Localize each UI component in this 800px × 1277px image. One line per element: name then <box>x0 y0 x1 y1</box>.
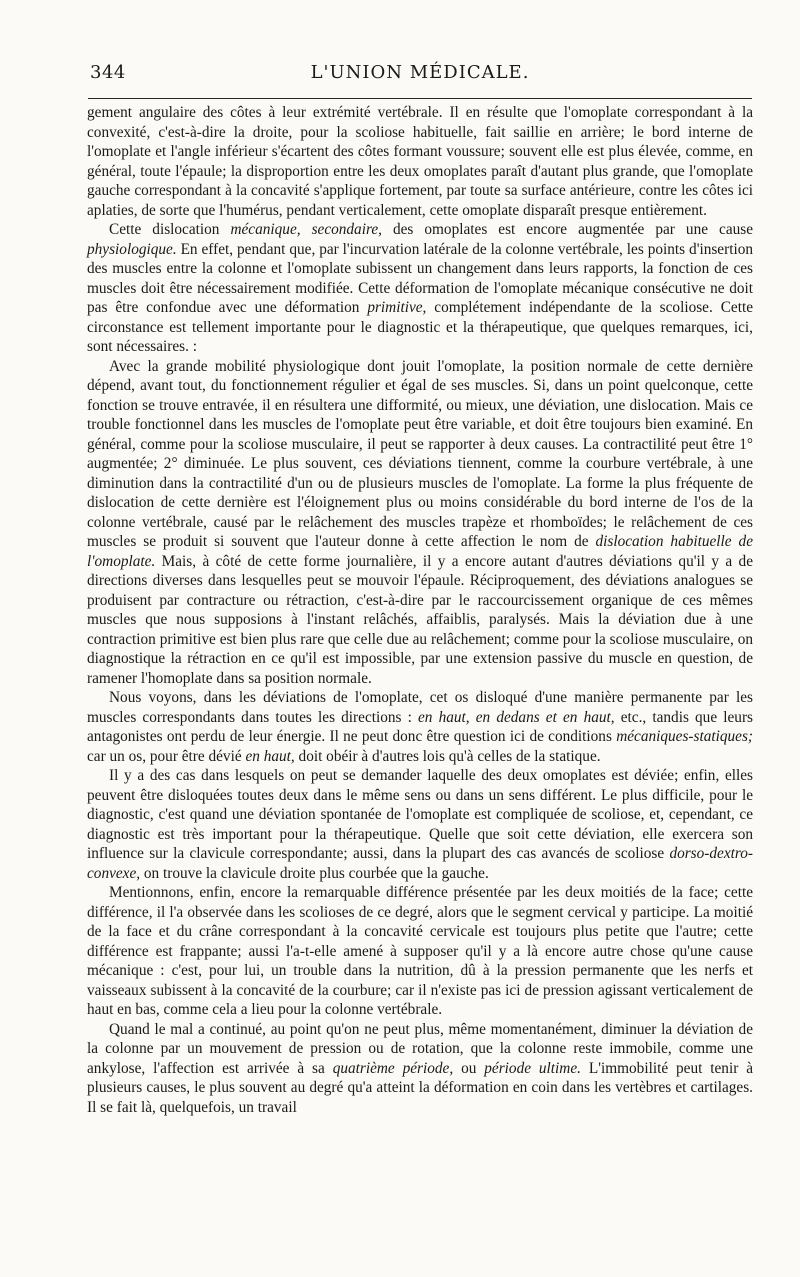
italic-run: quatrième période, <box>332 1059 454 1077</box>
paragraph <box>87 220 753 357</box>
italic-run: dislocation habituelle de l'omoplate. <box>87 533 753 570</box>
header-rule <box>88 98 752 99</box>
text-run: car un os, pour être dévié <box>87 747 246 765</box>
italic-run: physiologique. <box>87 240 177 258</box>
paragraph <box>87 688 753 766</box>
paragraph <box>87 883 753 1020</box>
paragraph <box>87 1020 753 1118</box>
text-run: gement angulaire des côtes à leur extrémité vertébrale. Il en résulte que l'omoplate correspondant à la convexité, c'est-à-dire la droite, pour la scoliose habituelle, fait saillie en arrière; le bord interne de l'omoplate et l'angle inférieur s'écartent des côtes formant voussure; souvent elle est plus élevée, comme, en général, toute l'épaule; la disproportion entre les deux omoplates paraît d'autant plus grande, que l'omoplate gauche correspondant à la concavité s'applique fortement, par toute sa surface antérieure, contre les côtes ici aplaties, de sorte que l'humérus, pendant verticalement, cette omoplate disparaît presque entièrement. <box>87 104 753 219</box>
italic-run: période ultime. <box>484 1059 581 1077</box>
text-run: En effet, pendant que, par l'incurvation latérale de la colonne vertébrale, les points d'insertion des muscles entre la colonne et l'omoplate subissent un changement dans leurs rapports, la fonction de ces muscles doit être nécessairement modifiée. Cette déformation de l'omoplate mécanique consécutive ne doit pas être confondue avec une déformation <box>87 240 753 316</box>
italic-run: en haut, en dedans et en haut, <box>418 708 615 726</box>
paragraph <box>87 103 753 220</box>
text-run: Mais, à côté de cette forme journalière, il y a encore autant d'autres déviations qu'il y a de directions diverses dans lesquelles peut se mouvoir l'épaule. Réciproquement, des déviations analogues se produisent par contracture ou rétraction, c'est-à-dire par le raccourcissement organique de ces mêmes muscles que nous supposions à l'instant relâchés, affaiblis, paralysés. Mais la déviation due à une contraction primitive est bien plus rare que celle due au relâchement; comme pour la scoliose musculaire, on diagnostique la rétraction en ce qu'il est impossible, par une extension passive du muscle en question, de ramener l'homoplate dans sa position normale. <box>87 552 753 687</box>
italic-run: en haut, <box>245 747 295 765</box>
italic-run: dorso-dextro-convexe, <box>87 845 753 882</box>
italic-run: primitive, <box>367 299 427 316</box>
text-run: Mentionnons, enfin, encore la remarquable différence présentée par les deux moitiés de la face; cette différence, il l'a observée dans les scolioses de ce degré, alors que le segment cervical y participe. La moitié de la face et du crâne correspondant à la concavité cervicale est toujours plus petite que l'autre; cette différence est frappante; aussi l'a-t-elle amené à supposer qu'il y a là encore autre chose qu'une cause mécanique : c'est, pour lui, un trouble dans la nutrition, dû à la pression permanente que les nerfs et vaisseaux subissent à la concavité de la courbure; car il n'existe pas ici de pression agissant verticalement de haut en bas, comme cela a lieu pour la colonne vertébrale. <box>87 884 753 1018</box>
text-run: ou <box>453 1059 485 1077</box>
italic-run: mécaniques-statiques; <box>616 728 753 745</box>
text-run: on trouve la clavicule droite plus courbée que la gauche. <box>140 864 489 882</box>
text-run: complétement indépendante de la scoliose. Cette circonstance est tellement importante pour le diagnostic et la thérapeutique, que quelques remarques, ici, sont nécessaires. : <box>87 299 754 355</box>
text-run: Quand le mal a continué, au point qu'on ne peut plus, même momentanément, diminuer la déviation de la colonne par un mouvement de pression ou de rotation, que la colonne reste immobile, comme une ankylose, l'affection est arrivée à sa <box>87 1020 753 1077</box>
page-number: 344 <box>90 62 126 83</box>
paragraph <box>87 766 753 883</box>
running-header <box>86 60 754 86</box>
text-run: des omoplates est encore augmentée par une cause <box>381 221 753 238</box>
journal-title: L'UNION MÉDICALE. <box>310 62 530 83</box>
article-body <box>87 103 753 1117</box>
paragraph <box>87 357 753 689</box>
text-run: Cette dislocation <box>109 221 231 238</box>
text-run: etc., tandis que leurs antagonistes ont perdu de leur énergie. Il ne peut donc être question ici de conditions <box>87 708 753 745</box>
text-run: Nous voyons, dans les déviations de l'omoplate, cet os disloqué d'une manière permanente par les muscles correspondants dans toutes les directions : <box>87 689 753 726</box>
text-run: Avec la grande mobilité physiologique dont jouit l'omoplate, la position normale de cette dernière dépend, avant tout, du fonctionnement régulier et égal de ses muscles. Si, dans un point quelconque, cette fonction se trouve entravée, il en résultera une difformité, ou mieux, une déviation, une dislocation. Mais ce trouble fonctionnel dans les muscles de l'omoplate peut être variable, et doit être toujours bien examiné. En général, comme pour la scoliose musculaire, il peut se rapporter à deux causes. La contractilité peut être 1° augmentée; 2° diminuée. Le plus souvent, ces déviations tiennent, comme la courbure vertébrale, à une diminution dans la contractilité d'un ou de plusieurs muscles de l'omoplate. La forme la plus fréquente de dislocation de cette dernière est l'éloignement plus ou moins considérable du bord interne de l'os de la colonne vertébrale, causé par le relâchement des muscles trapèze et rhomboïdes; le relâchement de ces muscles se produit si souvent que l'auteur donne à cette affection le nom de <box>87 357 753 550</box>
italic-run: mécanique, secondaire, <box>230 221 382 238</box>
text-run: Il y a des cas dans lesquels on peut se demander laquelle des deux omoplates est déviée; enfin, elles peuvent être disloquées toutes deux dans le même sens ou dans un sens différent. Le plus difficile, pour le diagnostic, c'est quand une déviation spontanée de l'omoplate est compliquée de scoliose, et, cependant, ce diagnostic est très important pour la thérapeutique. Quelle que soit cette déviation, elle exercera son influence sur la clavicule correspondante; aussi, dans la plupart des cas avancés de scoliose <box>87 767 753 862</box>
text-run: doit obéir à d'autres lois qu'à celles de la statique. <box>294 747 601 765</box>
text-run: L'immobilité peut tenir à plusieurs causes, le plus souvent au degré qu'a atteint la déformation en coin dans les vertèbres et cartilages. Il se fait là, quelquefois, un travail <box>87 1059 753 1116</box>
